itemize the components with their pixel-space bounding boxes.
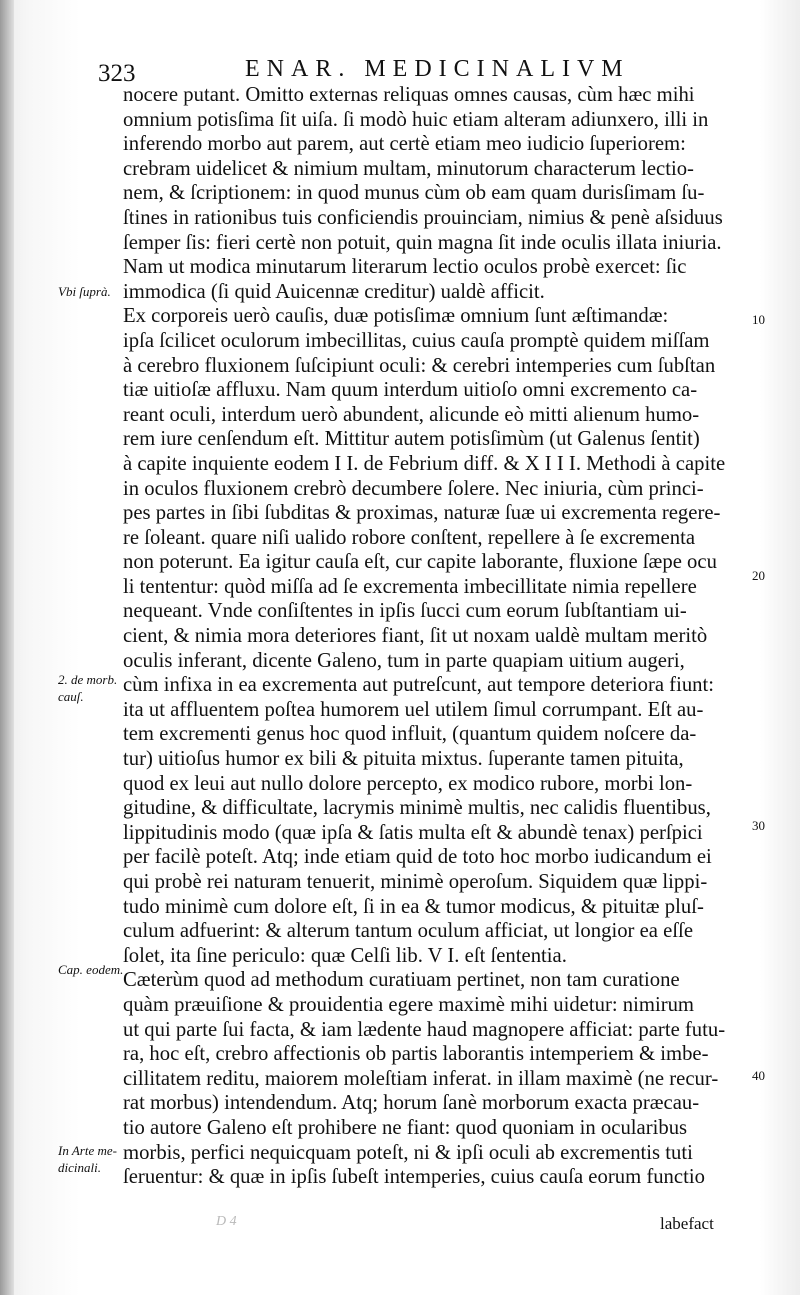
text-line: tiæ uitioſæ affluxu. Nam quum interdum uitioſo omni excremento ca-: [123, 377, 698, 402]
text-line: nequeant. Vnde conſiſtentes in ipſis ſucci cum eorum ſubſtantiam ui-: [123, 598, 687, 623]
line-number: 30: [752, 818, 765, 833]
text-line: pes partes in ſibi ſubditas & proximas, naturæ ſuæ ui excrementa regere-: [123, 500, 721, 525]
text-line: qui probè rei naturam tenuerit, minimè operoſum. Siquidem quæ lippi-: [123, 869, 708, 893]
text-line: rem iure cenſendum eſt. Mittitur autem potisſimùm (ut Galenus ſentit): [123, 426, 700, 451]
text-line: tio autore Galeno eſt prohibere ne fiant: quod quoniam in ocularibus: [123, 1114, 688, 1139]
line-number: 10: [752, 312, 765, 327]
text-line: li tententur: quòd miſſa ad ſe excrementa imbecillitate nimia repellere: [123, 573, 697, 598]
body-text: [123, 82, 773, 1189]
page-spine-shadow: [0, 0, 14, 1295]
text-line: morbis, perfici nequicquam poteſt, ni & ipſi oculi ab excrementis tuti: [123, 1139, 693, 1164]
text-line: immodica (ſi quid Auicennæ creditur) ualdè afficit.: [123, 278, 545, 303]
text-line: inferendo morbo aut parem, aut certè etiam meo iudicio ſuperiorem:: [123, 131, 686, 156]
line-number: 20: [752, 568, 765, 583]
text-line: ſeruentur: & quæ in ipſis ſubeſt intemperies, cuius cauſa eorum functio: [123, 1164, 705, 1189]
margin-note: Vbi ſuprà.: [58, 284, 111, 299]
text-line: tudo minimè cum dolore eſt, ſi in ea & tumor modicus, & pituitæ pluſ-: [123, 893, 704, 918]
text-line: cient, & nimia mora deteriores fiant, ſit ut noxam ualdè multam meritò: [123, 623, 708, 648]
text-line: tem excrementi genus hoc quod influit, (quantum quidem noſcere da-: [123, 721, 697, 746]
text-line: Ex corporeis uerò cauſis, duæ potisſimæ omnium ſunt æſtimandæ:: [123, 303, 669, 328]
text-line: ita ut affluentem poſtea humorem uel utilem ſimul corrumpant. Eſt au-: [123, 696, 704, 721]
folio-number: 323: [98, 60, 136, 87]
text-line: à cerebro fluxionem ſuſcipiunt oculi: & cerebri intemperies cum ſubſtan: [123, 352, 716, 377]
text-line: re ſoleant. quare niſi ualido robore conſtent, repellere à ſe excrementa: [123, 524, 696, 549]
running-title: ENAR. MEDICINALIVM: [245, 56, 630, 82]
margin-note: 2. de morb. cauſ.: [58, 672, 118, 704]
text-line: Cæterùm quod ad methodum curatiuam pertinet, non tam curatione: [123, 967, 680, 992]
text-line: in oculos fluxionem crebrò decumbere ſolere. Nec iniuria, cùm princi-: [123, 475, 704, 500]
line-number: 40: [752, 1068, 765, 1083]
text-line: cillitatem reditu, maiorem moleſtiam inferat. in illam maximè (ne recur-: [123, 1065, 719, 1090]
text-line: ſtines in rationibus tuis conficiendis prouinciam, nimius & penè aſsiduus: [123, 204, 723, 229]
text-line: oculis inferant, dicente Galeno, tum in parte quapiam uitium augeri,: [123, 647, 685, 672]
text-line: reant oculi, interdum uerò abundent, alicunde eò mitti alienum humo-: [123, 401, 700, 426]
page-header: [0, 52, 800, 86]
text-line: culum adfuerint: & alterum tantum oculum afficiat, ut longior ea eſſe: [123, 918, 694, 943]
text-line: crebram uidelicet & nimium multam, minutorum characterum lectio-: [123, 155, 694, 180]
text-line: quod ex leui aut nullo dolore percepto, ex modico rubore, morbi lon-: [123, 770, 693, 795]
text-line: ſemper ſis: fieri certè non potuit, quin magna ſit inde oculis illata iniuria.: [123, 229, 722, 254]
text-line: nocere putant. Omitto externas reliquas omnes causas, cùm hæc mihi: [123, 82, 695, 106]
text-line: ra, hoc eſt, crebro affectionis ob partis laborantis intemperiem & imbe-: [123, 1041, 709, 1066]
signature-letter: D 4: [216, 1214, 237, 1229]
text-line: tur) uitioſus humor ex bili & pituita mixtus. ſuperante tamen pituita,: [123, 746, 684, 771]
text-line: ipſa ſcilicet oculorum imbecillitas, cuius cauſa promptè quidem miſſam: [123, 327, 710, 352]
text-line: ut qui parte ſui facta, & iam lædente haud magnopere afficiat: parte futu-: [123, 1016, 726, 1041]
text-line: gitudine, & difficultate, lacrymis minimè multis, nec calidis fluentibus,: [123, 795, 711, 820]
text-line: ſolet, ita ſine periculo: quæ Celſi lib. V I. eſt ſententia.: [123, 942, 567, 967]
text-line: non poterunt. Ea igitur cauſa eſt, cur capite laborante, fluxione ſæpe ocu: [123, 549, 717, 574]
text-line: omnium potisſima ſit uiſa. ſi modò huic etiam alteram adiunxero, illi in: [123, 106, 709, 131]
signature-mark: labefact: [660, 1214, 714, 1233]
text-line: quàm præuiſione & prouidentia egere maximè mihi uidetur: nimirum: [123, 991, 695, 1016]
text-line: rat morbus) intendendum. Atq; horum ſanè morborum exacta præcau-: [123, 1090, 700, 1115]
margin-note: Cap. eodem.: [58, 962, 124, 977]
text-line: à capite inquiente eodem I I. de Febrium diff. & X I I I. Methodi à capite: [123, 450, 726, 475]
margin-note: In Arte me- dicinali.: [58, 1143, 117, 1175]
text-line: cùm infixa in ea excrementa aut putreſcunt, aut tempore deteriora fiunt:: [123, 672, 714, 697]
text-line: per facilè poteſt. Atq; inde etiam quid de toto hoc morbo iudicandum ei: [123, 844, 712, 869]
text-line: Nam ut modica minutarum literarum lectio oculos probè exercet: ſic: [123, 254, 687, 279]
text-line: nem, & ſcriptionem: in quod munus cùm ob eam quam durisſimam ſu-: [123, 180, 705, 205]
text-line: lippitudinis modo (quæ ipſa & ſatis multa eſt & abundè tenax) perſpici: [123, 819, 703, 844]
